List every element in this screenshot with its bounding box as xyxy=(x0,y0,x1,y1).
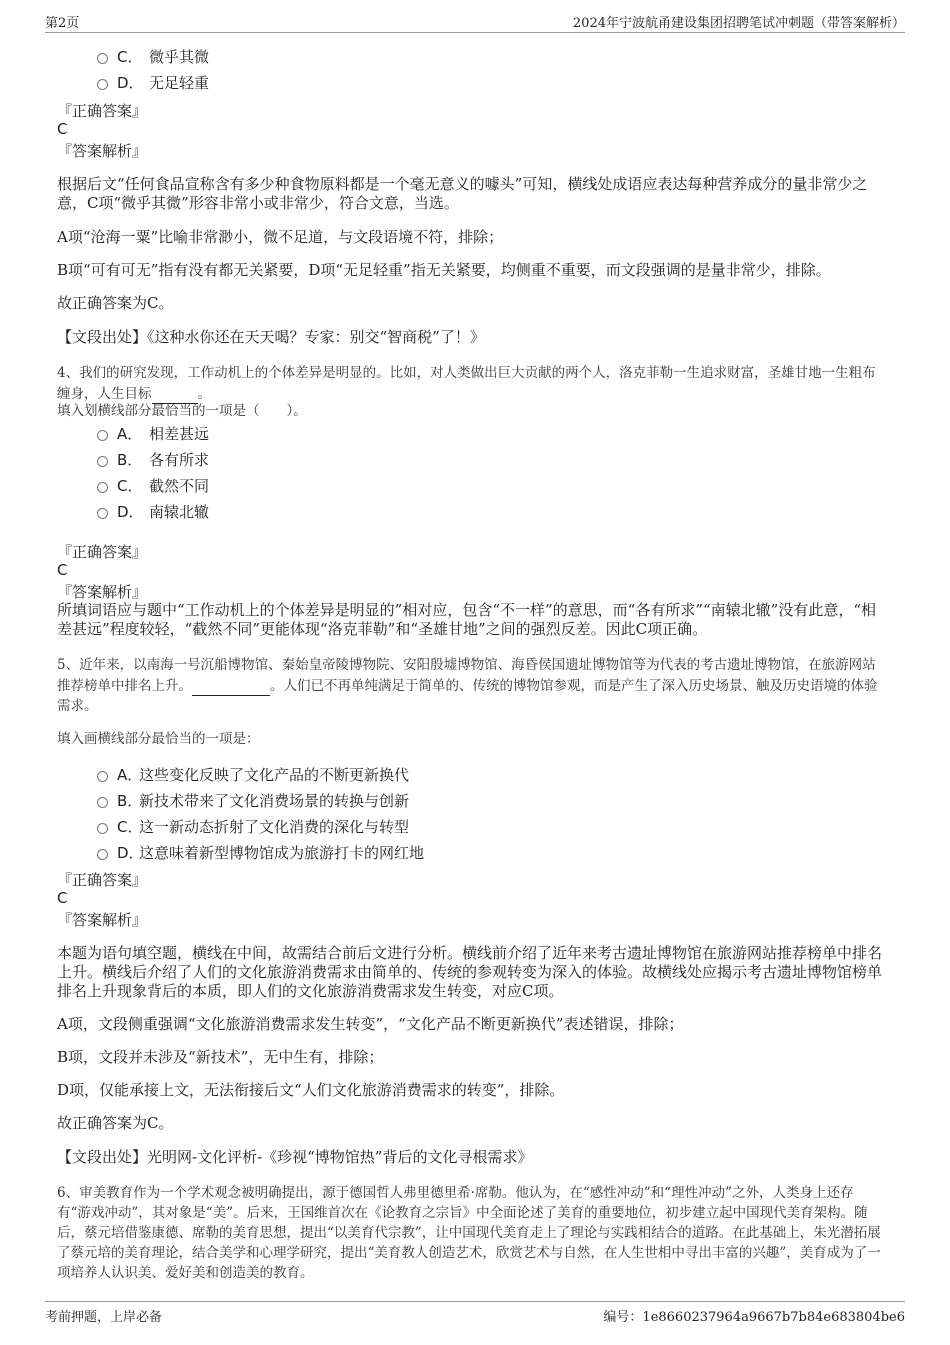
radio-icon[interactable] xyxy=(97,53,108,64)
q3-analysis-label: 『答案解析』 xyxy=(57,142,148,160)
q5-correct-label: 『正确答案』 xyxy=(57,871,148,889)
q3-analysis-p2: A项“沧海一粟”比喻非常渺小，微不足道，与文段语境不符，排除； xyxy=(57,228,504,246)
radio-icon[interactable] xyxy=(97,797,108,808)
q3-analysis-p1: 根据后文“任何食品宣称含有多少种食物原料都是一个毫无意义的噱头”可知，横线处成语应表达每种营养成分的量非常少之意，C项“微乎其微”形容非常小或非常少，符合文意，当选。 xyxy=(57,175,868,212)
q5-analysis-label: 『答案解析』 xyxy=(57,911,148,929)
radio-icon[interactable] xyxy=(97,456,108,467)
q5-analysis-p2: A项，文段侧重强调“文化旅游消费需求发生转变”，“文化产品不断更新换代”表述错误，排除； xyxy=(57,1015,684,1033)
answer-blank xyxy=(192,675,270,696)
page-header xyxy=(45,12,905,33)
q5-stem: 5、近年来，以南海一号沉船博物馆、秦始皇帝陵博物院、安阳殷墟博物馆、海昏侯国遗址博物馆等为代表的考古遗址博物馆，在旅游网站推荐榜单中排名上升。 。人们已不再单纯满足于简单的、传统的博物馆参观，而是产生了深入历史场景、触及历史语境的体验需求。 xyxy=(57,657,878,714)
radio-icon[interactable] xyxy=(97,430,108,441)
q5-analysis-p1: 本题为语句填空题，横线在中间，故需结合前后文进行分析。横线前介绍了近年来考古遗址博物馆在旅游网站推荐榜单中排名上升。横线后介绍了人们的文化旅游消费需求由简单的、传统的参观转变为深入的体验。故横线处应揭示考古遗址博物馆榜单排名上升现象背后的本质，即人们的文化旅游消费需求发生转变，对应C项。 xyxy=(57,944,883,1000)
q4-prompt: 填入划横线部分最恰当的一项是（ ）。 xyxy=(57,403,307,419)
q4-analysis-label: 『答案解析』 xyxy=(57,583,148,601)
document-id: 编号：1e8660237964a9667b7b84e683804be6 xyxy=(603,1310,905,1325)
page-number: 第2页 xyxy=(45,16,80,31)
q3-answer: C xyxy=(57,120,68,138)
q5-option-d[interactable]: D．这意味着新型博物馆成为旅游打卡的网红地 xyxy=(97,843,424,863)
radio-icon[interactable] xyxy=(97,482,108,493)
footer-slogan: 考前押题，上岸必备 xyxy=(45,1310,163,1325)
q4-answer: C xyxy=(57,561,68,579)
q4-option-d[interactable]: D． 南辕北辙 xyxy=(97,502,209,522)
q5-source: 【文段出处】光明网-文化评析-《珍视“博物馆热”背后的文化寻根需求》 xyxy=(57,1148,533,1166)
q5-option-a[interactable]: A．这些变化反映了文化产品的不断更新换代 xyxy=(97,765,409,785)
page-footer xyxy=(45,1301,905,1325)
q5-option-b[interactable]: B．新技术带来了文化消费场景的转换与创新 xyxy=(97,791,409,811)
q4-option-b[interactable]: B． 各有所求 xyxy=(97,450,209,470)
q6-stem: 6、审美教育作为一个学术观念被明确提出，源于德国哲人弗里德里希·席勒。他认为，在“感性冲动”和“理性冲动”之外，人类身上还存有“游戏冲动”，其对象是“美”。后来，王国维首次在《论教育之宗旨》中全面论述了美育的重要地位，初步建立起中国现代美育架构。随后，蔡元培借鉴康德、席勒的美育思想，提出“以美育代宗教”，让中国现代美育走上了理论与实践相结合的道路。在此基础上，朱光潜拓展了蔡元培的美育理论，结合美学和心理学研究，提出“美育教人创造艺术，欣赏艺术与自然，在人生世相中寻出丰富的兴趣”，美育成为了一项培养人认识美、爱好美和创造美的教育。 xyxy=(57,1185,881,1281)
q4-stem: 4、我们的研究发现，工作动机上的个体差异是明显的。比如，对人类做出巨大贡献的两个人，洛克菲勒一生追求财富，圣雄甘地一生粗布缠身，人生目标 。 xyxy=(57,365,876,402)
q3-option-d[interactable]: D． 无足轻重 xyxy=(97,73,209,93)
q3-analysis-p4: 故正确答案为C。 xyxy=(57,294,174,312)
document-title: 2024年宁波航甬建设集团招聘笔试冲刺题（带答案解析） xyxy=(572,16,905,31)
radio-icon[interactable] xyxy=(97,771,108,782)
q5-analysis-p3: B项，文段并未涉及“新技术”，无中生有，排除； xyxy=(57,1048,384,1066)
q5-option-c[interactable]: C．这一新动态折射了文化消费的深化与转型 xyxy=(97,817,409,837)
q3-source: 【文段出处】《这种水你还在天天喝？专家：别交“智商税”了！》 xyxy=(57,328,485,346)
q3-correct-label: 『正确答案』 xyxy=(57,102,148,120)
radio-icon[interactable] xyxy=(97,79,108,90)
q3-option-c[interactable]: C． 微乎其微 xyxy=(97,47,209,67)
q3-analysis-p3: B项“可有可无”指有没有都无关紧要，D项“无足轻重”指无关紧要，均侧重不重要，而文段强调的是量非常少，排除。 xyxy=(57,261,831,279)
q4-correct-label: 『正确答案』 xyxy=(57,543,148,561)
q4-analysis: 所填词语应与题中“工作动机上的个体差异是明显的”相对应，包含“不一样”的意思，而“各有所求”“南辕北辙”没有此意，“相差甚远”程度较轻，“截然不同”更能体现“洛克菲勒”和“圣雄甘地”之间的强烈反差。因此C项正确。 xyxy=(57,601,877,638)
radio-icon[interactable] xyxy=(97,849,108,860)
q4-option-c[interactable]: C． 截然不同 xyxy=(97,476,209,496)
q5-analysis-p4: D项，仅能承接上文，无法衔接后文“人们文化旅游消费需求的转变”，排除。 xyxy=(57,1081,565,1099)
q4-option-a[interactable]: A． 相差甚远 xyxy=(97,424,209,444)
radio-icon[interactable] xyxy=(97,823,108,834)
q5-prompt: 填入画横线部分最恰当的一项是： xyxy=(57,731,260,747)
radio-icon[interactable] xyxy=(97,508,108,519)
q5-analysis-p5: 故正确答案为C。 xyxy=(57,1114,174,1132)
q5-answer: C xyxy=(57,889,68,907)
